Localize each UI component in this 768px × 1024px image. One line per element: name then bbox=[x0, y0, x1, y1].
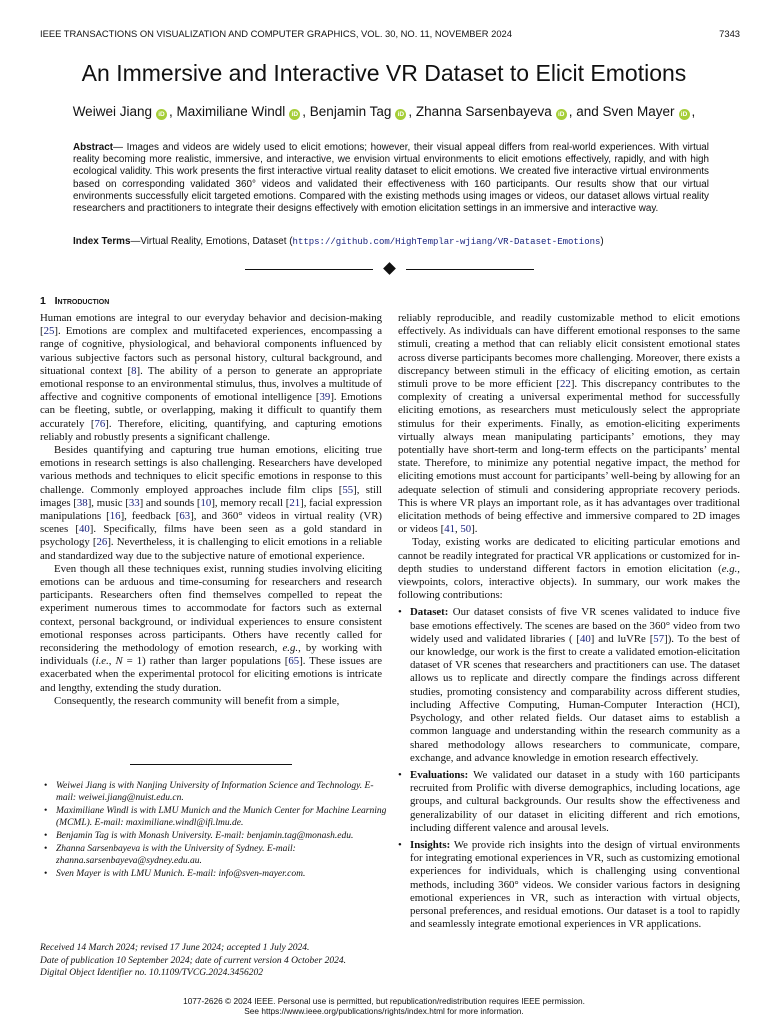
list-item: • Weiwei Jiang is with Nanjing University of Information Science and Technology. E-mail: weiwei.jiang@nuist.edu.cn. bbox=[40, 780, 390, 804]
list-item: • Zhanna Sarsenbayeva is with the University of Sydney. E-mail: zhanna.sarsenbayeva@sydney.edu.au. bbox=[40, 843, 390, 867]
citation-link[interactable]: 40 bbox=[79, 523, 90, 536]
paragraph: Besides quantifying and capturing true human emotions, eliciting true emotions in research settings is also challenging. Researchers have developed various methods and techniques to elicit specific emotions in response to this challenge. Commonly employed approaches include film clips [55], still images [38], music [33] and sounds [10], memory recall [21], facial expression manipulations [16], feedback [63], and 360° videos in virtual reality (VR) scenes [40]. Specifically, films have been seen as a gold standard in psychology [26]. Nevertheless, it is challenging to elicit emotions in a reliable and standardized way due to the subjective nature of emotional experience. bbox=[40, 444, 383, 562]
copyright-notice bbox=[0, 997, 768, 1016]
paragraph: Consequently, the research community will benefit from a simple, bbox=[54, 694, 340, 707]
index-terms-label: Index Terms bbox=[73, 236, 131, 247]
running-header bbox=[40, 28, 740, 39]
copyright-line: 1077-2626 © 2024 IEEE. Personal use is permitted, but republication/redistribution requires IEEE permission. bbox=[183, 996, 585, 1006]
paragraph: Human emotions are integral to our everyday behavior and decision-making [25]. Emotions are complex and multifaceted experiences, encompassing a range of cognitive, physiological, and behavioral components influenced by various subjective factors such as personal history, cultural background, and situational context [8]. The ability of a person to generate an appropriate emotional response to an environmental stimulus, thus, involves a multitude of affective and cognitive components of emotional intelligence [39]. Emotions can be fleeting, subtle, or overlapping, making it difficult to quantify them accurately [76]. Therefore, eliciting, quantifying, and capturing emotions reliably and robustly presents a significant challenge. bbox=[40, 312, 382, 443]
orcid-icon[interactable]: iD bbox=[395, 109, 406, 120]
citation-link[interactable]: 65 bbox=[288, 655, 300, 668]
section-title: Introduction bbox=[54, 295, 110, 307]
publication-dates: Date of publication 10 September 2024; date of current version 4 October 2024. bbox=[40, 955, 346, 966]
list-item: • Sven Mayer is with LMU Munich. E-mail: info@sven-mayer.com. bbox=[40, 868, 390, 880]
citation-link[interactable]: 57 bbox=[653, 632, 665, 645]
publication-info bbox=[40, 942, 390, 980]
received-dates: Received 14 March 2024; revised 17 June 2024; accepted 1 July 2024. bbox=[40, 943, 310, 953]
citation-link[interactable]: 8 bbox=[131, 364, 137, 377]
right-column bbox=[398, 312, 740, 935]
orcid-icon[interactable]: iD bbox=[289, 109, 300, 120]
doi: Digital Object Identifier no. 10.1109/TVCG.2024.3456202 bbox=[40, 968, 264, 978]
citation-link[interactable]: 25 bbox=[43, 325, 55, 338]
dataset-link[interactable]: https://github.com/HighTemplar-wjiang/VR-Dataset-Emotions bbox=[292, 237, 601, 247]
author-name: Weiwei Jiang bbox=[72, 104, 152, 119]
citation-link[interactable]: 26 bbox=[96, 536, 108, 549]
citation-link[interactable]: 40 bbox=[579, 632, 591, 645]
paper-title: An Immersive and Interactive VR Dataset to Elicit Emotions bbox=[81, 60, 687, 86]
left-column bbox=[40, 312, 382, 708]
separator-right bbox=[406, 269, 534, 270]
citation-link[interactable]: 63 bbox=[179, 510, 191, 523]
list-item: • Dataset: Our dataset consists of five VR scenes validated to induce five base emotions effectively. The scenes are based on the 360° video from two widely used and validated libraries ( [40] and luVRe [57]). To the best of our knowledge, our work is the first to create a validated emotion-elicitation dataset of VR scenes that researchers and practitioners can use. The dataset allows us to replicate and directly compare the findings across different studies, promoting consistency and comparability across different studies, including Affective Computing, Human-Computer Interaction (HCI), Psychology, and other related fields. Our dataset aims to establish a common language and understanding within the research community as a shared methodology allows researchers to communicate, compare, exchange, and advance knowledge in emotion research effectively. bbox=[398, 606, 740, 764]
index-terms-text: —Virtual Reality, Emotions, Dataset ( bbox=[130, 236, 293, 247]
paragraph: reliably reproducible, and readily customizable method to elicit emotions effectively. As individuals can have different emotional responses to the same stimuli, creating a method that can reliably elicit consistent emotional states across diverse participants becomes more challenging. Moreover, there exists a discrepancy between stimuli in the efficacy of eliciting emotion, as certain stimuli prove to be more efficient [22]. This discrepancy contributes to the complexity of creating a universal experimental method for successfully eliciting emotions, as researchers must meticulously select the appropriate stimulus for their experiments. Finally, as emotion-eliciting experiments virtually always mean manipulating participants’ emotions, they may potentially have short-term and long-term effects on the participants’ mental state. Therefore, to minimize any potential negative impact, the method for eliciting emotions must account for participants’ well-being by allowing for an adequate selection of stimuli and considering appropriate recovery periods. This is where VR plays an important role, as it has advantages over traditional elicitation methods of being effective and immersive compared to 2D images or videos [41, 50]. bbox=[398, 312, 740, 536]
index-terms-close: ) bbox=[600, 236, 604, 247]
citation-link[interactable]: 41 bbox=[444, 523, 455, 536]
rights-link[interactable]: See https://www.ieee.org/publications/rights/index.html for more information. bbox=[244, 1005, 524, 1016]
diamond-ornament-icon bbox=[383, 262, 396, 275]
citation-link[interactable]: 33 bbox=[128, 496, 140, 509]
orcid-icon[interactable]: iD bbox=[679, 109, 690, 120]
abstract-label: Abstract bbox=[73, 142, 114, 153]
section-number: 1 bbox=[40, 295, 46, 307]
author-affiliations bbox=[40, 780, 390, 881]
list-item: • Maximiliane Windl is with LMU Munich and the Munich Center for Machine Learning (MCML). E-mail: maximiliane.windl@ifi.lmu.de. bbox=[40, 805, 390, 829]
author-name: Maximiliane Windl bbox=[176, 104, 286, 119]
author-separator: , bbox=[691, 104, 696, 119]
citation-link[interactable]: 10 bbox=[200, 496, 212, 509]
author-name: Benjamin Tag bbox=[309, 104, 392, 119]
paragraph: Today, existing works are dedicated to eliciting particular emotions and cannot be readily integrated for practical VR applications or customized for in-depth studies to understand different factors in emotion elicitation (e.g., viewpoints, colors, interactive objects). In summary, our work makes the following contributions: bbox=[398, 536, 740, 602]
list-item: • Insights: We provide rich insights into the design of virtual environments for integrating emotional experiences in VR, such as customizing emotional experiences for individuals, which is challenging using conventional methods, including 360° videos. We consider various factors in designing emotional experiences in VR, such as interaction with virtual objects, personal preferences, and residual emotions. Our dataset is a tool to rapidly and seamlessly integrate emotional experiences in VR applications. bbox=[398, 839, 740, 931]
citation-link[interactable]: 50 bbox=[460, 523, 472, 536]
journal-name: IEEE TRANSACTIONS ON VISUALIZATION AND COMPUTER GRAPHICS, VOL. 30, NO. 11, NOVEMBER 2024 bbox=[40, 28, 512, 39]
paragraph: Even though all these techniques exist, running studies involving eliciting emotions can be arduous and time-consuming for researchers and research participants. Researchers often find themselves compelled to repeat the experiment numerous times to accommodate for factors such as external context, personal background, or individual experiences to ensure consistent emotional responses across participants. Others have recently called for reconsidering the methodology of emotion research, e.g., by working with individuals (i.e., N = 1) rather than larger populations [65]. These issues are exacerbated when the experimental protocol for eliciting emotions is intricate and lengthy, extending the study duration. bbox=[40, 562, 383, 694]
author-separator: , bbox=[408, 104, 416, 119]
list-item: • Evaluations: We validated our dataset in a study with 160 participants recruited from Prolific with diverse demographics, including locations, age groups, and cultural backgrounds. Our results show the effectiveness and generalizability of our dataset in eliciting different and rich emotions, including different valence and arousal levels. bbox=[398, 769, 740, 835]
author-separator: , and bbox=[568, 104, 603, 119]
citation-link[interactable]: 38 bbox=[76, 496, 88, 509]
abstract bbox=[73, 142, 709, 215]
author-separator: , bbox=[302, 104, 310, 119]
footnote-rule bbox=[130, 764, 292, 765]
list-item: • Benjamin Tag is with Monash University. E-mail: benjamin.tag@monash.edu. bbox=[40, 830, 390, 842]
author-name: Sven Mayer bbox=[602, 104, 675, 119]
author-separator: , bbox=[168, 104, 177, 119]
citation-link[interactable]: 55 bbox=[342, 483, 354, 496]
orcid-icon[interactable]: iD bbox=[556, 109, 567, 120]
citation-link[interactable]: 22 bbox=[560, 378, 571, 391]
index-terms bbox=[73, 236, 709, 247]
citation-link[interactable]: 16 bbox=[109, 510, 121, 523]
contribution-list bbox=[398, 606, 740, 931]
section-heading bbox=[40, 295, 109, 307]
citation-link[interactable]: 39 bbox=[319, 391, 331, 404]
page-number: 7343 bbox=[719, 28, 740, 39]
orcid-icon[interactable]: iD bbox=[156, 109, 167, 120]
author-name: Zhanna Sarsenbayeva bbox=[415, 104, 552, 119]
author-list bbox=[0, 104, 768, 120]
separator-left bbox=[245, 269, 373, 270]
citation-link[interactable]: 21 bbox=[289, 496, 301, 509]
citation-link[interactable]: 76 bbox=[94, 417, 106, 430]
abstract-text: — Images and videos are widely used to elicit emotions; however, their visual appeal differs from real-world experiences. With virtual reality becoming more realistic, immersive, and interactive, we envision virtual environments to elicit emotions effectively, rapidly, and with high ecological validity. This work presents the first interactive virtual reality dataset to elicit emotions. We created five interactive virtual environments based on corresponding validated 360° videos and validated their effectiveness with 160 participants. Our results show that our virtual environments successfully elicit targeted emotions. Compared with the existing methods using images or videos, our dataset allows virtual reality researchers and practitioners to integrate their designs effectively with emotion elicitation settings in an immersive and interactive way. bbox=[73, 142, 709, 215]
